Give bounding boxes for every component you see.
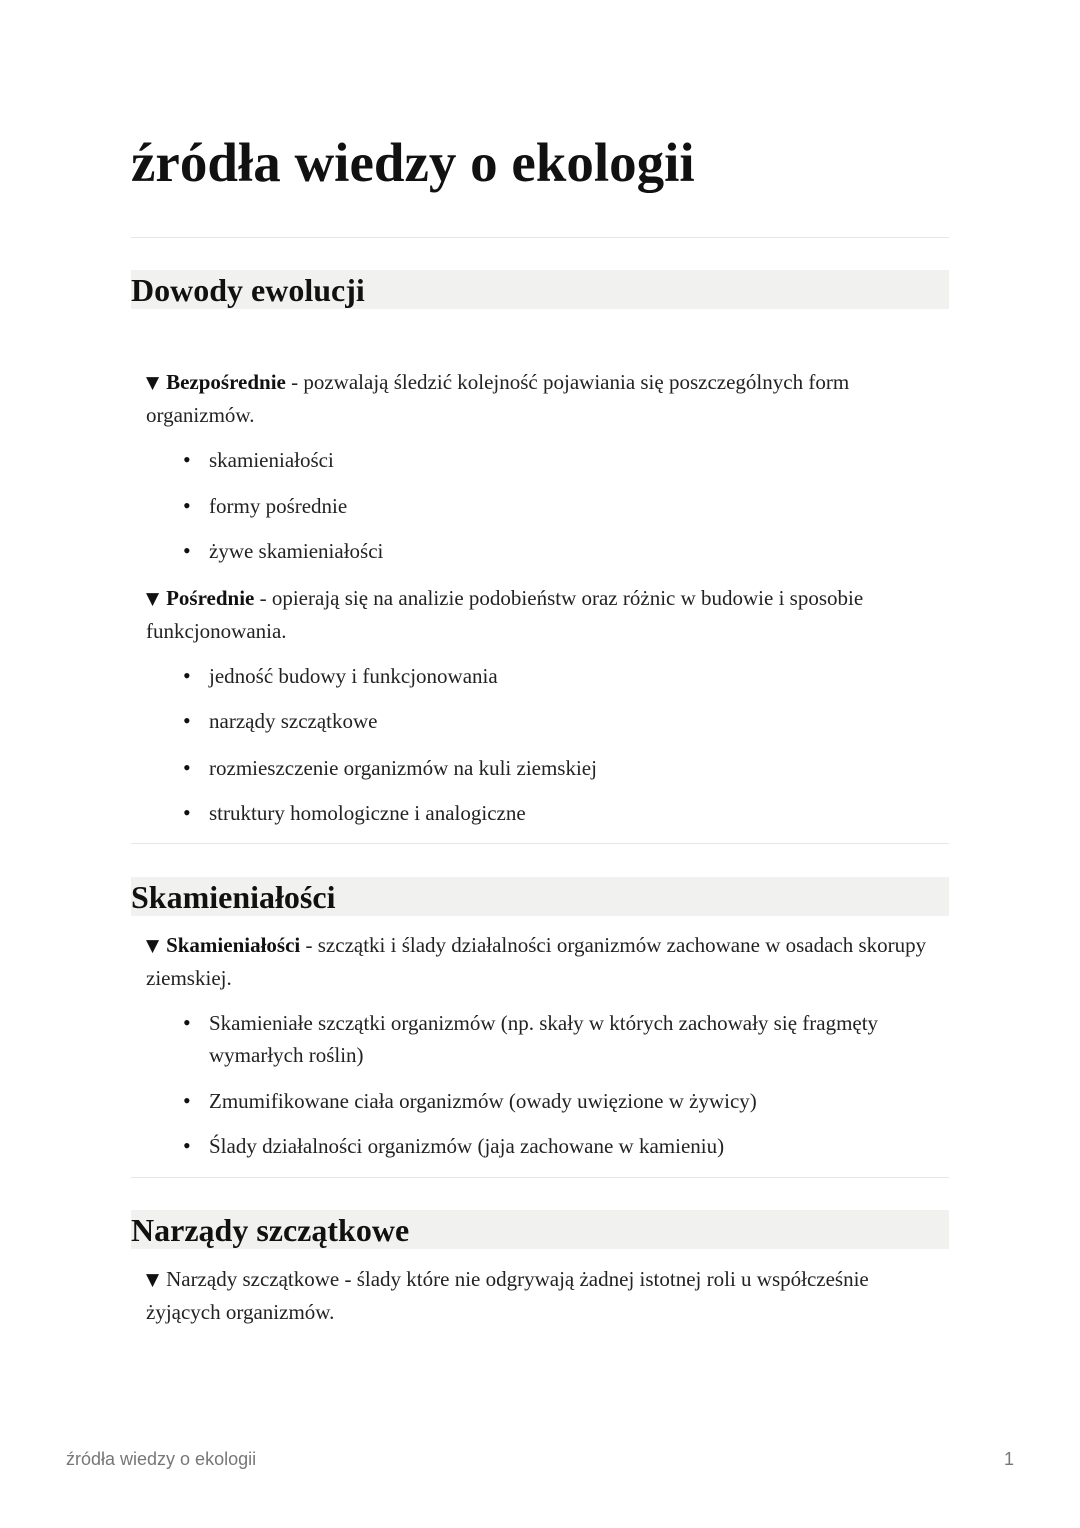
bullet-dot-icon: • <box>183 493 191 518</box>
toggle-posrednie[interactable] <box>146 582 936 647</box>
list-item: • Zmumifikowane ciała organizmów (owady uwięzione w żywicy) <box>183 1085 923 1117</box>
heading-narzady-szczatkowe: Narządy szczątkowe <box>131 1210 949 1249</box>
triangle-down-icon[interactable]: ▼ <box>146 589 160 609</box>
bullet-dot-icon: • <box>183 708 191 733</box>
list-item: • narządy szczątkowe <box>183 705 923 737</box>
toggle-description: - szczątki i ślady działalności organizmów zachowane w osadach skorupy ziemskiej. <box>146 933 927 990</box>
list-item: • Skamieniałe szczątki organizmów (np. skały w których zachowały się fragmęty wymarłych roślin) <box>183 1007 923 1071</box>
toggle-description: - pozwalają śledzić kolejność pojawiania się poszczególnych form organizmów. <box>146 370 850 427</box>
footer-title: źródła wiedzy o ekologii <box>66 1449 257 1469</box>
toggle-narzady-szczatkowe[interactable] <box>146 1263 936 1328</box>
list-item: • żywe skamieniałości <box>183 535 923 567</box>
page-number: 1 <box>1003 1449 1014 1469</box>
toggle-description: Narządy szczątkowe - ślady które nie odgrywają żadnej istotnej roli u współcześnie żyjących organizmów. <box>146 1267 869 1324</box>
toggle-term: Skamieniałości <box>166 933 301 957</box>
bullet-dot-icon: • <box>183 755 191 780</box>
bullet-dot-icon: • <box>183 1010 191 1035</box>
page-title: źródła wiedzy o ekologii <box>131 132 695 193</box>
list-item: • struktury homologiczne i analogiczne <box>183 797 923 829</box>
bullet-dot-icon: • <box>183 1088 191 1113</box>
toggle-term: Pośrednie <box>166 586 255 610</box>
list-item: • skamieniałości <box>183 444 923 476</box>
toggle-description: - opierają się na analizie podobieństw oraz różnic w budowie i sposobie funkcjonowania. <box>146 586 864 643</box>
divider <box>131 1177 949 1178</box>
heading-skamienialosci: Skamieniałości <box>131 877 949 916</box>
list-item: • jedność budowy i funkcjonowania <box>183 660 923 692</box>
list-item: • formy pośrednie <box>183 490 923 522</box>
triangle-down-icon[interactable]: ▼ <box>146 936 160 956</box>
toggle-term: Bezpośrednie <box>166 370 286 394</box>
triangle-down-icon[interactable]: ▼ <box>146 1270 160 1290</box>
divider <box>131 237 949 238</box>
toggle-skamienialosci[interactable] <box>146 929 936 994</box>
triangle-down-icon[interactable]: ▼ <box>146 373 160 393</box>
list-item: • Ślady działalności organizmów (jaja zachowane w kamieniu) <box>183 1130 923 1162</box>
heading-dowody-ewolucji: Dowody ewolucji <box>131 270 949 309</box>
toggle-bezposrednie[interactable] <box>146 366 936 431</box>
bullet-dot-icon: • <box>183 538 191 563</box>
bullet-dot-icon: • <box>183 800 191 825</box>
bullet-dot-icon: • <box>183 663 191 688</box>
bullet-dot-icon: • <box>183 447 191 472</box>
divider <box>131 843 949 844</box>
bullet-dot-icon: • <box>183 1133 191 1158</box>
list-item: • rozmieszczenie organizmów na kuli ziemskiej <box>183 752 923 784</box>
